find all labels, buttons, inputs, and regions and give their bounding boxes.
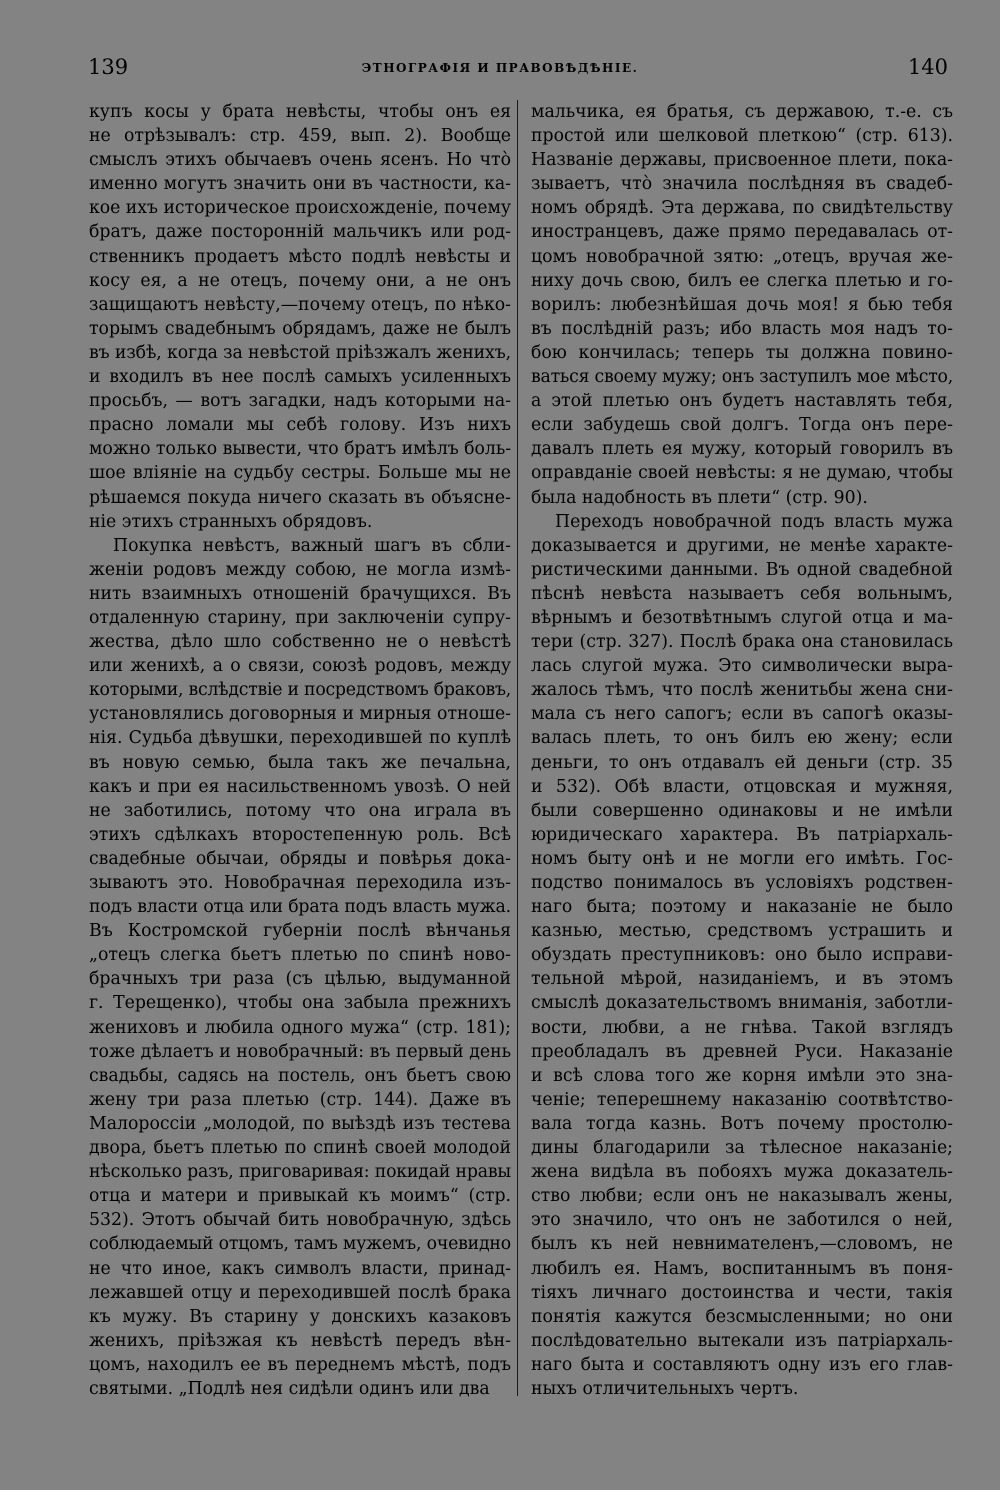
text-line: г. Терещенко), чтобы она забыла прежнихъ xyxy=(89,993,511,1014)
text-line: свадебные обычаи, обряды и повѣрья дока- xyxy=(89,848,511,869)
text-line: ниху дочь свою, билъ ее слегка плетью и го- xyxy=(531,270,953,291)
text-line: казнью, местью, средствомъ устрашить и xyxy=(531,921,953,942)
text-line: нить взаимныхъ отношеній брачущихся. Въ xyxy=(89,583,511,604)
text-line: Переходъ новобрачной подъ власть мужа xyxy=(555,511,953,532)
text-line: установлялись договорныя и мирныя отноше- xyxy=(89,704,511,725)
text-line: обуздать преступниковъ: оно было исправи- xyxy=(531,945,953,966)
text-line: Малороссіи „молодой, по выѣздѣ изъ тестева xyxy=(89,1113,511,1134)
text-line: дины благодарили за тѣлесное наказаніе; xyxy=(531,1138,953,1159)
text-line: кое ихъ историческое происхожденіе, почему xyxy=(89,198,511,219)
text-line: жену три раза плетью (стр. 144). Даже въ xyxy=(89,1089,511,1110)
text-line: братъ, даже посторонній мальчикъ или род- xyxy=(89,222,511,243)
text-line: вала тогда казнь. Вотъ почему простолю- xyxy=(531,1113,953,1134)
text-line: въ избѣ, когда за невѣстой пріѣзжалъ женихъ, xyxy=(89,342,511,363)
text-line: соблюдаемый отцомъ, тамъ мужемъ, очевидно xyxy=(89,1234,511,1255)
text-line: не заботились, потому что она играла въ xyxy=(89,800,511,821)
text-line: Названіе державы, присвоенное плети, пока- xyxy=(531,150,953,171)
text-line: „отецъ слегка бьетъ плетью по спинѣ ново- xyxy=(89,945,511,966)
text-line: послѣдовательно вытекали изъ патріархаль- xyxy=(531,1330,953,1351)
text-line: торымъ свадебнымъ обрядамъ, даже не былъ xyxy=(89,318,511,339)
text-line: къ мужу. Въ старину у донскихъ казаковъ xyxy=(89,1306,511,1327)
text-line: женіи родовъ между собою, не могла измѣ- xyxy=(89,559,511,580)
text-line: рѣшаемся покуда ничего сказать въ объясне- xyxy=(89,487,511,508)
text-line: ченіе; теперешнему наказанію соотвѣтство- xyxy=(531,1089,953,1110)
text-line: вѣрнымъ и безотвѣтнымъ слугой отца и ма- xyxy=(531,607,953,628)
text-line: подство понималось въ условіяхъ родствен- xyxy=(531,873,953,893)
text-line: или женихѣ, а о связи, союзѣ родовъ, между xyxy=(89,656,511,677)
text-line: лежавшей отцу и переходившей послѣ брака xyxy=(89,1282,511,1303)
text-line: ворилъ: любезнѣйшая дочь моя! я бью тебя xyxy=(531,294,953,315)
text-line: свадьбы, садясь на постель, онъ бьетъ свою xyxy=(89,1065,511,1086)
text-line: была надобность въ плети“ (стр. 90). xyxy=(531,487,868,508)
text-line: наго быта и составляютъ одну изъ его глав- xyxy=(531,1354,953,1375)
text-line: тіяхъ личнаго достоинства и чести, такія xyxy=(531,1282,953,1303)
text-line: женихъ, пріѣзжая къ невѣстѣ передъ вѣн- xyxy=(89,1330,511,1351)
left-text-column xyxy=(89,100,511,1401)
text-line: зываетъ, что̀ значила послѣдняя въ свадеб- xyxy=(531,174,953,195)
text-line: просьбъ, — вотъ загадки, надъ которыми на- xyxy=(89,391,511,412)
text-line: зываютъ это. Новобрачная переходила изъ- xyxy=(89,873,511,893)
text-line: простой или шелковой плеткою“ (стр. 613). xyxy=(531,126,953,147)
text-line: и входилъ въ нее послѣ самыхъ усиленныхъ xyxy=(89,367,511,388)
text-line: ніе этихъ странныхъ обрядовъ. xyxy=(89,511,373,532)
text-line: 532). Этотъ обычай бить новобрачную, здѣсь xyxy=(89,1210,511,1231)
running-title: ЭТНОГРАФIЯ И ПРАВОВѢДѢНІЕ. xyxy=(361,61,639,75)
text-line: если забудешь свой долгъ. Тогда онъ пере- xyxy=(531,415,953,436)
text-line: цомъ новобрачной зятю: „отецъ, вручая же- xyxy=(531,246,953,267)
text-line: были совершенно одинаковы и не имѣли xyxy=(531,800,953,821)
text-line: тоже дѣлаетъ и новобрачный: въ первый день xyxy=(89,1041,511,1062)
text-line: нія. Судьба дѣвушки, переходившей по куплѣ xyxy=(89,728,511,749)
text-line: смыслъ этихъ обычаевъ очень ясенъ. Но что̀ xyxy=(89,150,511,171)
text-line: смыслѣ доказательствомъ вниманія, заботли- xyxy=(531,993,953,1014)
text-line: оправданіе своей невѣсты: я не думаю, чтобы xyxy=(531,463,953,484)
text-line: любилъ ея. Намъ, воспитаннымъ въ поня- xyxy=(531,1258,953,1279)
text-line: мала съ него сапогъ; если въ сапогѣ оказы- xyxy=(531,704,953,725)
text-line: шое вліяніе на судьбу сестры. Больше мы не xyxy=(89,463,511,484)
text-line: именно могутъ значить они въ частности, ка- xyxy=(89,174,511,195)
text-line: ство любви; если онъ не наказывалъ жены, xyxy=(531,1186,953,1207)
text-line: былъ къ ней невнимателенъ,—словомъ, не xyxy=(531,1234,953,1255)
text-line: не отрѣзывалъ: стр. 459, вып. 2). Вообще xyxy=(89,126,511,147)
text-line: юридическаго характера. Въ патріархаль- xyxy=(531,824,953,845)
text-line: лась слугой мужа. Это символически выра- xyxy=(531,656,953,677)
text-line: Покупка невѣстъ, важный шагъ въ сбли- xyxy=(113,535,511,556)
text-line: цомъ, находилъ ее въ переднемъ мѣстѣ, подъ xyxy=(89,1354,511,1375)
text-line: подъ власти отца или брата подъ власть мужа. xyxy=(89,897,511,918)
text-line: отца и матери и привыкай къ моимъ“ (стр. xyxy=(89,1186,511,1207)
text-line: ственникъ продаетъ мѣсто подлѣ невѣсты и xyxy=(89,246,511,267)
text-line: давалъ плеть ея мужу, который говорилъ въ xyxy=(531,439,953,460)
text-line: этихъ сдѣлкахъ второстепенную роль. Всѣ xyxy=(89,824,511,845)
column-divider-rule xyxy=(517,100,518,1396)
text-line: которыми, вслѣдствіе и посредствомъ браковъ, xyxy=(89,680,511,701)
text-line: брачныхъ три раза (съ цѣлью, выдуманной xyxy=(89,969,511,990)
text-line: Въ Костромской губерніи послѣ вѣнчанья xyxy=(89,921,511,942)
text-line: жалось тѣмъ, что послѣ женитьбы жена сни- xyxy=(531,680,953,701)
text-line: понятія кажутся безсмысленными; но они xyxy=(531,1306,953,1327)
text-line: въ послѣдній разъ; ибо власть моя надъ то- xyxy=(531,318,953,339)
running-header xyxy=(0,52,1000,82)
text-line: пѣснѣ невѣста называетъ себя вольнымъ, xyxy=(531,583,953,604)
text-line: вости, любви, а не гнѣва. Такой взглядъ xyxy=(531,1017,953,1038)
right-text-column xyxy=(531,100,953,1401)
text-line: жена видѣла въ побояхъ мужа доказатель- xyxy=(531,1162,953,1183)
text-line: двора, бьетъ плетью по спинѣ своей молодой xyxy=(89,1138,511,1159)
text-line: святыми. „Подлѣ нея сидѣли одинъ или два xyxy=(89,1378,490,1399)
text-line: наго быта; поэтому и наказаніе не было xyxy=(531,897,953,918)
text-line: это значило, что онъ не заботился о ней, xyxy=(531,1210,953,1231)
text-line: преобладалъ въ древней Руси. Наказаніе xyxy=(531,1041,953,1062)
text-line: ваться своему мужу; онъ заступилъ мое мѣсто, xyxy=(531,367,953,388)
text-line: деньги, то онъ отдавалъ ей деньги (стр. 35 xyxy=(531,752,953,773)
text-line: косу ея, а не отецъ, почему они, а не онъ xyxy=(89,270,511,291)
text-line: жениховъ и любила одного мужа“ (стр. 181); xyxy=(89,1017,511,1038)
text-line: ныхъ отличительныхъ чертъ. xyxy=(531,1378,799,1399)
text-line: прасно ломали мы себѣ голову. Изъ нихъ xyxy=(89,415,511,436)
text-line: и 532). Обѣ власти, отцовская и мужняя, xyxy=(531,776,953,797)
text-line: тери (стр. 327). Послѣ брака она становилась xyxy=(531,632,953,653)
text-line: номъ быту онѣ и не могли его имѣть. Гос- xyxy=(531,848,953,869)
text-line: номъ обрядѣ. Эта держава, по свидѣтельству xyxy=(531,198,953,219)
text-line: и всѣ слова того же корня имѣли это зна- xyxy=(531,1065,953,1086)
right-page-number: 140 xyxy=(907,55,948,79)
text-line: доказывается и другими, не менѣе характе- xyxy=(531,535,953,556)
text-line: въ новую семью, была такъ же печальна, xyxy=(89,752,511,773)
text-line: валась плеть, то онъ билъ ею жену; если xyxy=(531,728,953,749)
text-line: ристическими данными. Въ одной свадебной xyxy=(531,559,953,580)
text-line: не что иное, какъ символъ власти, принад- xyxy=(89,1258,511,1279)
text-line: какъ и при ея насильственномъ увозѣ. О ней xyxy=(89,776,511,797)
text-line: жества, дѣло шло собственно не о невѣстѣ xyxy=(89,632,511,653)
text-line: а этой плетью онъ будетъ наставлять тебя, xyxy=(531,391,953,412)
text-line: купъ косы у брата невѣсты, чтобы онъ ея xyxy=(89,102,511,122)
text-line: можно только вывести, что братъ имѣлъ боль- xyxy=(89,439,511,460)
text-line: тельной мѣрой, назиданіемъ, и въ этомъ xyxy=(531,969,953,990)
text-line: мальчика, ея братья, съ державою, т.-е. съ xyxy=(531,102,953,122)
left-page-number: 139 xyxy=(88,55,129,79)
text-line: нѣсколько разъ, приговаривая: покидай нравы xyxy=(89,1162,511,1183)
text-line: защищаютъ невѣсту,—почему отецъ, по нѣко- xyxy=(89,294,511,315)
text-line: иностранцевъ, даже прямо передавалась от- xyxy=(531,222,953,243)
text-line: отдаленную старину, при заключеніи супру- xyxy=(89,607,511,628)
text-line: бою кончилась; теперь ты должна повино- xyxy=(531,342,953,363)
